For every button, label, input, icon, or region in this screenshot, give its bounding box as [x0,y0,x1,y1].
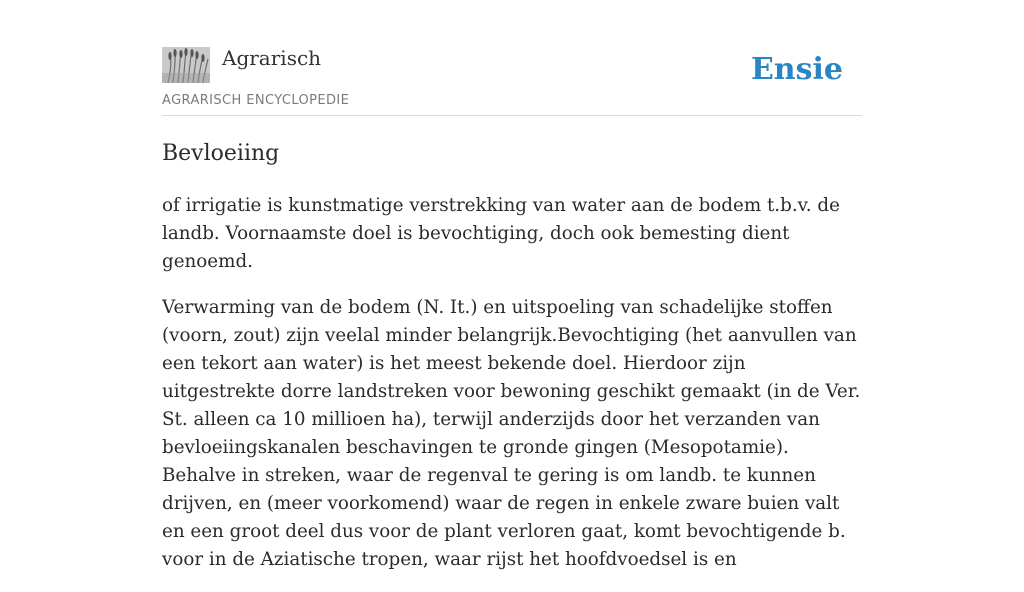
site-header [162,46,862,116]
article-title: Bevloeiing [162,141,280,166]
source-name[interactable]: Agrarisch [222,46,322,70]
article-paragraph: Verwarming van de bodem (N. It.) en uitspoeling van schadelijke stoffen (voorn, zout) zijn veelal minder belangrijk.Bevochtiging (het aanvullen van een tekort aan water) is het meest bekende doel. Hierdoor zijn uitgestrekte dorre landstreken voor bewoning geschikt gemaakt (in de Ver. St. alleen ca 10 millioen ha), terwijl anderzijds door het verzanden van bevloeiingskanalen beschavingen te gronde gingen (Mesopotamie). Behalve in streken, waar de regenval te gering is om landb. te kunnen drijven, en (meer voorkomend) waar de regen in enkele zware buien valt en een groot deel dus voor de plant verloren gaat, komt bevochtigende b. voor in de Aziatische tropen, waar rijst het hoofdvoedsel is en [162,297,861,570]
source-subtitle: AGRARISCH ENCYCLOPEDIE [162,93,350,108]
wheat-field-icon[interactable] [162,47,210,83]
brand-logo[interactable]: Ensie [750,52,843,87]
article-paragraph: of irrigatie is kunstmatige verstrekking van water aan de bodem t.b.v. de landb. Voornaamste doel is bevochtiging, doch ook bemesting dient genoemd. [162,195,840,272]
article-body [162,192,862,592]
